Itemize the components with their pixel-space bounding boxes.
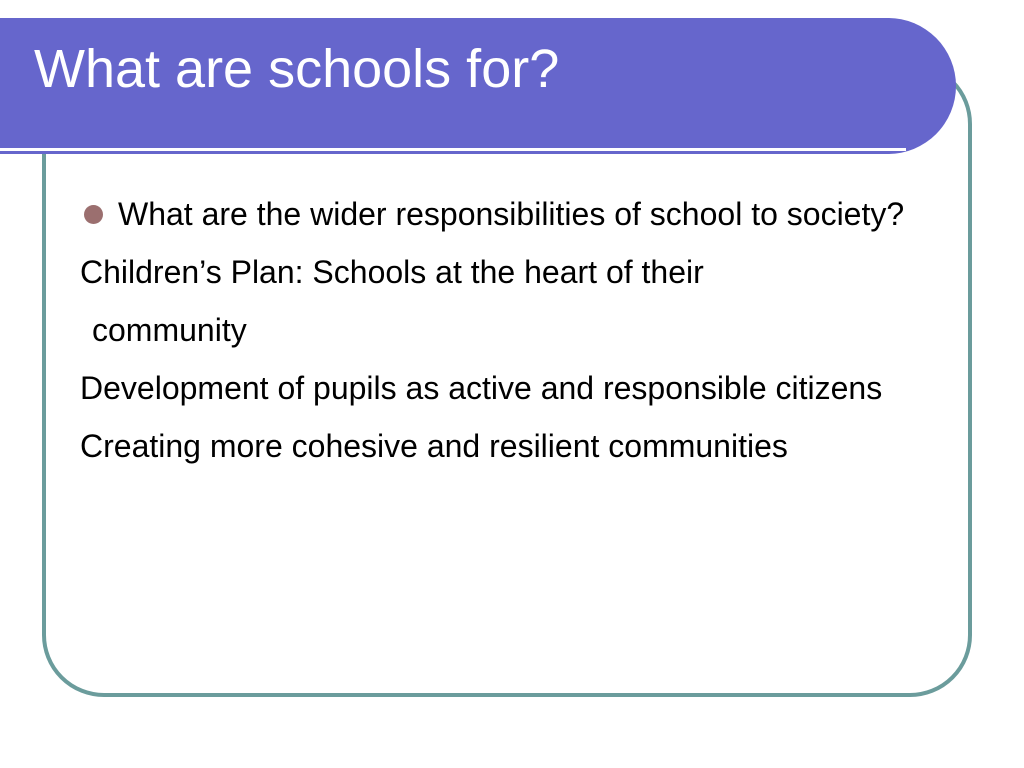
community-line: community <box>92 312 247 348</box>
citizens-line: Development of pupils as active and responsible citizens <box>80 370 883 406</box>
bullet-item <box>80 190 955 238</box>
slide-body <box>80 190 955 480</box>
slide-title: What are schools for? <box>34 39 560 99</box>
childrens-plan-line: Children’s Plan: Schools at the heart of their <box>80 254 704 290</box>
bullet-icon <box>84 205 103 224</box>
bullet-text: What are the wider responsibilities of school to society? <box>118 196 905 232</box>
communities-line: Creating more cohesive and resilient communities <box>80 428 788 464</box>
title-underline <box>0 148 906 151</box>
